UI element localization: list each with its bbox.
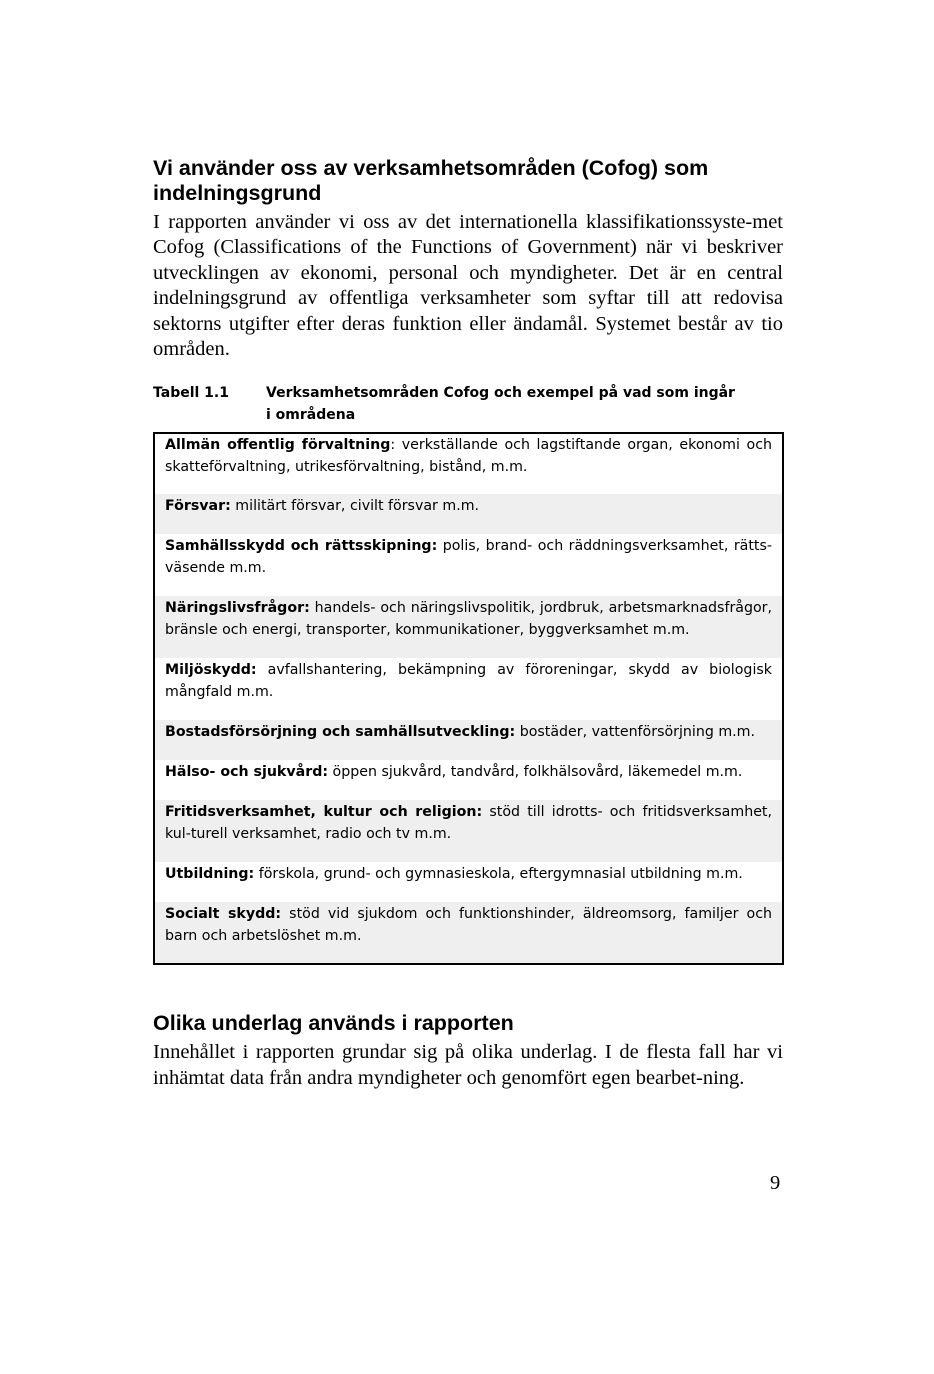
row-term: Hälso- och sjukvård: bbox=[165, 764, 329, 781]
row-term: Samhällsskydd och rättsskipning: bbox=[165, 538, 438, 555]
row-term: Miljöskydd: bbox=[165, 662, 257, 679]
table-row bbox=[155, 720, 782, 760]
page-number: 9 bbox=[770, 1172, 781, 1194]
section-paragraph-underlag: Innehållet i rapporten grundar sig på olika underlag. I de flesta fall har vi inhämtat data från andra myndigheter och genomfört egen bearbet-ning. bbox=[153, 1041, 783, 1089]
row-term: Socialt skydd: bbox=[165, 906, 282, 923]
row-text: stöd vid sjukdom och funktionshinder, äldreomsorg, familjer och barn och arbetslöshet m.m. bbox=[165, 906, 772, 945]
table-row bbox=[155, 862, 782, 902]
row-term: Näringslivsfrågor: bbox=[165, 600, 310, 617]
row-text: militärt försvar, civilt försvar m.m. bbox=[230, 498, 480, 515]
page-content bbox=[153, 156, 783, 1091]
row-text: avfallshantering, bekämpning av föroreningar, skydd av biologisk mångfald m.m. bbox=[165, 662, 772, 701]
table-row bbox=[155, 596, 782, 658]
row-text: öppen sjukvård, tandvård, folkhälsovård, läkemedel m.m. bbox=[328, 764, 743, 781]
row-term: Fritidsverksamhet, kultur och religion: bbox=[165, 804, 483, 821]
row-term: Allmän offentlig förvaltning bbox=[165, 437, 391, 454]
table-row bbox=[155, 658, 782, 720]
table-row bbox=[155, 760, 782, 800]
table-number: Tabell 1.1 bbox=[153, 385, 229, 402]
row-text: polis, brand- och räddningsverksamhet, rätts-väsende m.m. bbox=[165, 538, 772, 577]
table-row bbox=[155, 800, 782, 862]
cofog-table bbox=[153, 432, 784, 965]
table-row bbox=[155, 434, 782, 494]
row-separator: : bbox=[390, 437, 396, 454]
table-row bbox=[155, 494, 782, 534]
row-term: Bostadsförsörjning och samhällsutveckling: bbox=[165, 724, 516, 741]
table-caption bbox=[153, 382, 783, 426]
row-term: Utbildning: bbox=[165, 866, 255, 883]
row-text: verkställande och lagstiftande organ, ekonomi och skatteförvaltning, utrikesförvaltning, bistånd, m.m. bbox=[165, 437, 772, 476]
row-text: stöd till idrotts- och fritidsverksamhet, kul-turell verksamhet, radio och tv m.m. bbox=[165, 804, 772, 843]
table-row bbox=[155, 534, 782, 596]
table-row bbox=[155, 902, 782, 963]
row-text: bostäder, vattenförsörjning m.m. bbox=[515, 724, 756, 741]
row-term: Försvar: bbox=[165, 498, 231, 515]
row-text: handels- och näringslivspolitik, jordbruk, arbetsmarknadsfrågor, bränsle och energi, transporter, kommunikationer, byggverksamhet m.m. bbox=[165, 600, 772, 639]
section-heading-cofog: Vi använder oss av verksamhetsområden (Cofog) som indelningsgrund bbox=[153, 156, 709, 205]
row-text: förskola, grund- och gymnasieskola, eftergymnasial utbildning m.m. bbox=[254, 866, 743, 883]
table-title: Verksamhetsområden Cofog och exempel på vad som ingår i områdena bbox=[266, 385, 735, 424]
section-heading-underlag: Olika underlag används i rapporten bbox=[153, 1011, 514, 1036]
section-paragraph-cofog: I rapporten använder vi oss av det internationella klassifikationssyste-met Cofog (Classifications of the Functions of Government) när vi beskriver utvecklingen av ekonomi, personal och myndigheter. Det är en central indelningsgrund av offentliga verksamheter som syftar till att redovisa sektorns utgifter efter deras funktion eller ändamål. Systemet består av tio områden. bbox=[153, 211, 783, 361]
